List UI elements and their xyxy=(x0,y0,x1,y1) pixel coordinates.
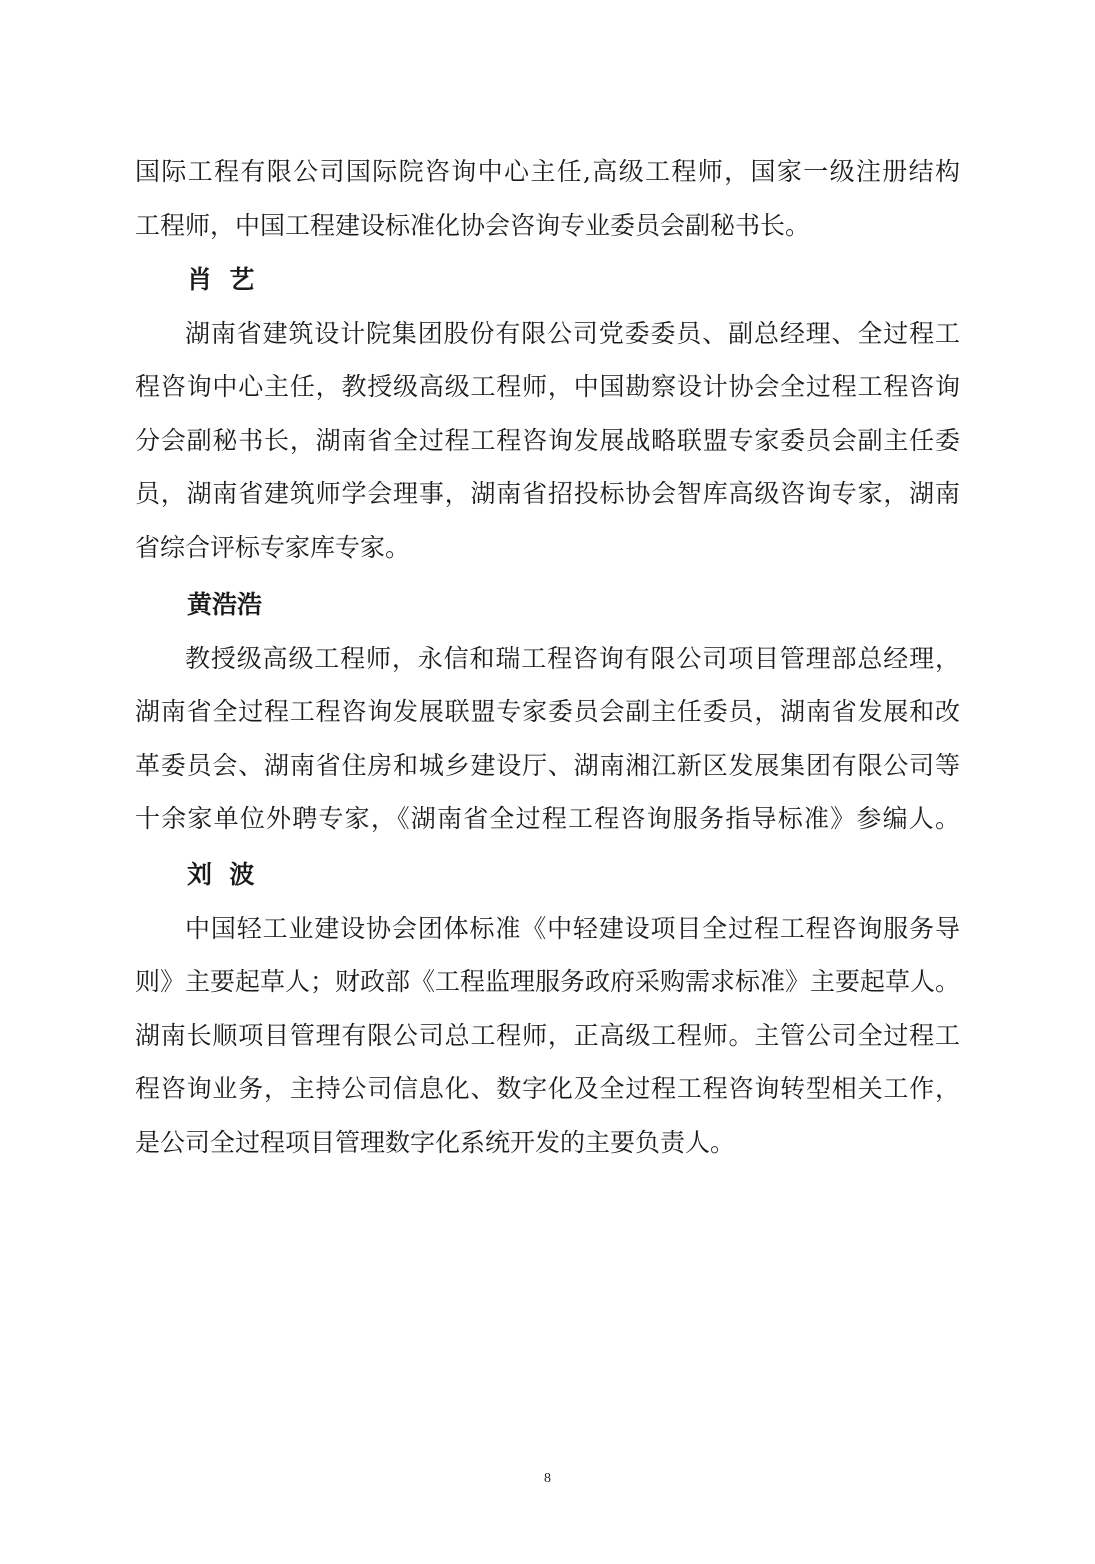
bio-line: 是公司全过程项目管理数字化系统开发的主要负责人。 xyxy=(135,1127,736,1157)
person-name: 刘 波 xyxy=(187,860,255,889)
bio-line: 教授级高级工程师，永信和瑞工程咨询有限公司项目管理部总经理， xyxy=(185,643,960,673)
bio-line: 湖南省建筑设计院集团股份有限公司党委委员、副总经理、全过程工 xyxy=(185,318,960,348)
bio-line: 湖南省全过程工程咨询发展联盟专家委员会副主任委员，湖南省发展和改 xyxy=(135,697,960,726)
bio-line: 则》主要起草人；财政部《工程监理服务政府采购需求标准》主要起草人。 xyxy=(135,967,961,996)
intro-paragraph xyxy=(135,145,960,252)
person-section-huang-haohao xyxy=(135,578,960,846)
bio-line: 分会副秘书长，湖南省全过程工程咨询发展战略联盟专家委员会副主任委 xyxy=(135,425,960,455)
intro-line: 国际工程有限公司国际院咨询中心主任,高级工程师，国家一级注册结构 xyxy=(135,157,960,186)
bio-line: 省综合评标专家库专家。 xyxy=(135,532,411,562)
person-section-liu-bo xyxy=(135,848,960,1169)
bio-line: 员，湖南省建筑师学会理事，湖南省招投标协会智库高级咨询专家，湖南 xyxy=(135,479,960,508)
person-section-xiao-yi xyxy=(135,253,960,574)
bio-line: 程咨询中心主任，教授级高级工程师，中国勘察设计协会全过程工程咨询 xyxy=(135,372,960,401)
person-name: 肖 艺 xyxy=(187,265,255,294)
bio-line: 革委员会、湖南省住房和城乡建设厅、湖南湘江新区发展集团有限公司等 xyxy=(135,750,960,780)
bio-line: 程咨询业务，主持公司信息化、数字化及全过程工程咨询转型相关工作， xyxy=(135,1074,960,1103)
bio-line: 中国轻工业建设协会团体标准《中轻建设项目全过程工程咨询服务导 xyxy=(185,913,960,943)
bio-line: 湖南长顺项目管理有限公司总工程师，正高级工程师。主管公司全过程工 xyxy=(135,1020,960,1050)
intro-line: 工程师，中国工程建设标准化协会咨询专业委员会副秘书长。 xyxy=(135,210,811,240)
page-number: 8 xyxy=(544,1471,551,1486)
person-name: 黄浩浩 xyxy=(187,590,263,619)
bio-line: 十余家单位外聘专家，《湖南省全过程工程咨询服务指导标准》参编人。 xyxy=(135,804,960,833)
